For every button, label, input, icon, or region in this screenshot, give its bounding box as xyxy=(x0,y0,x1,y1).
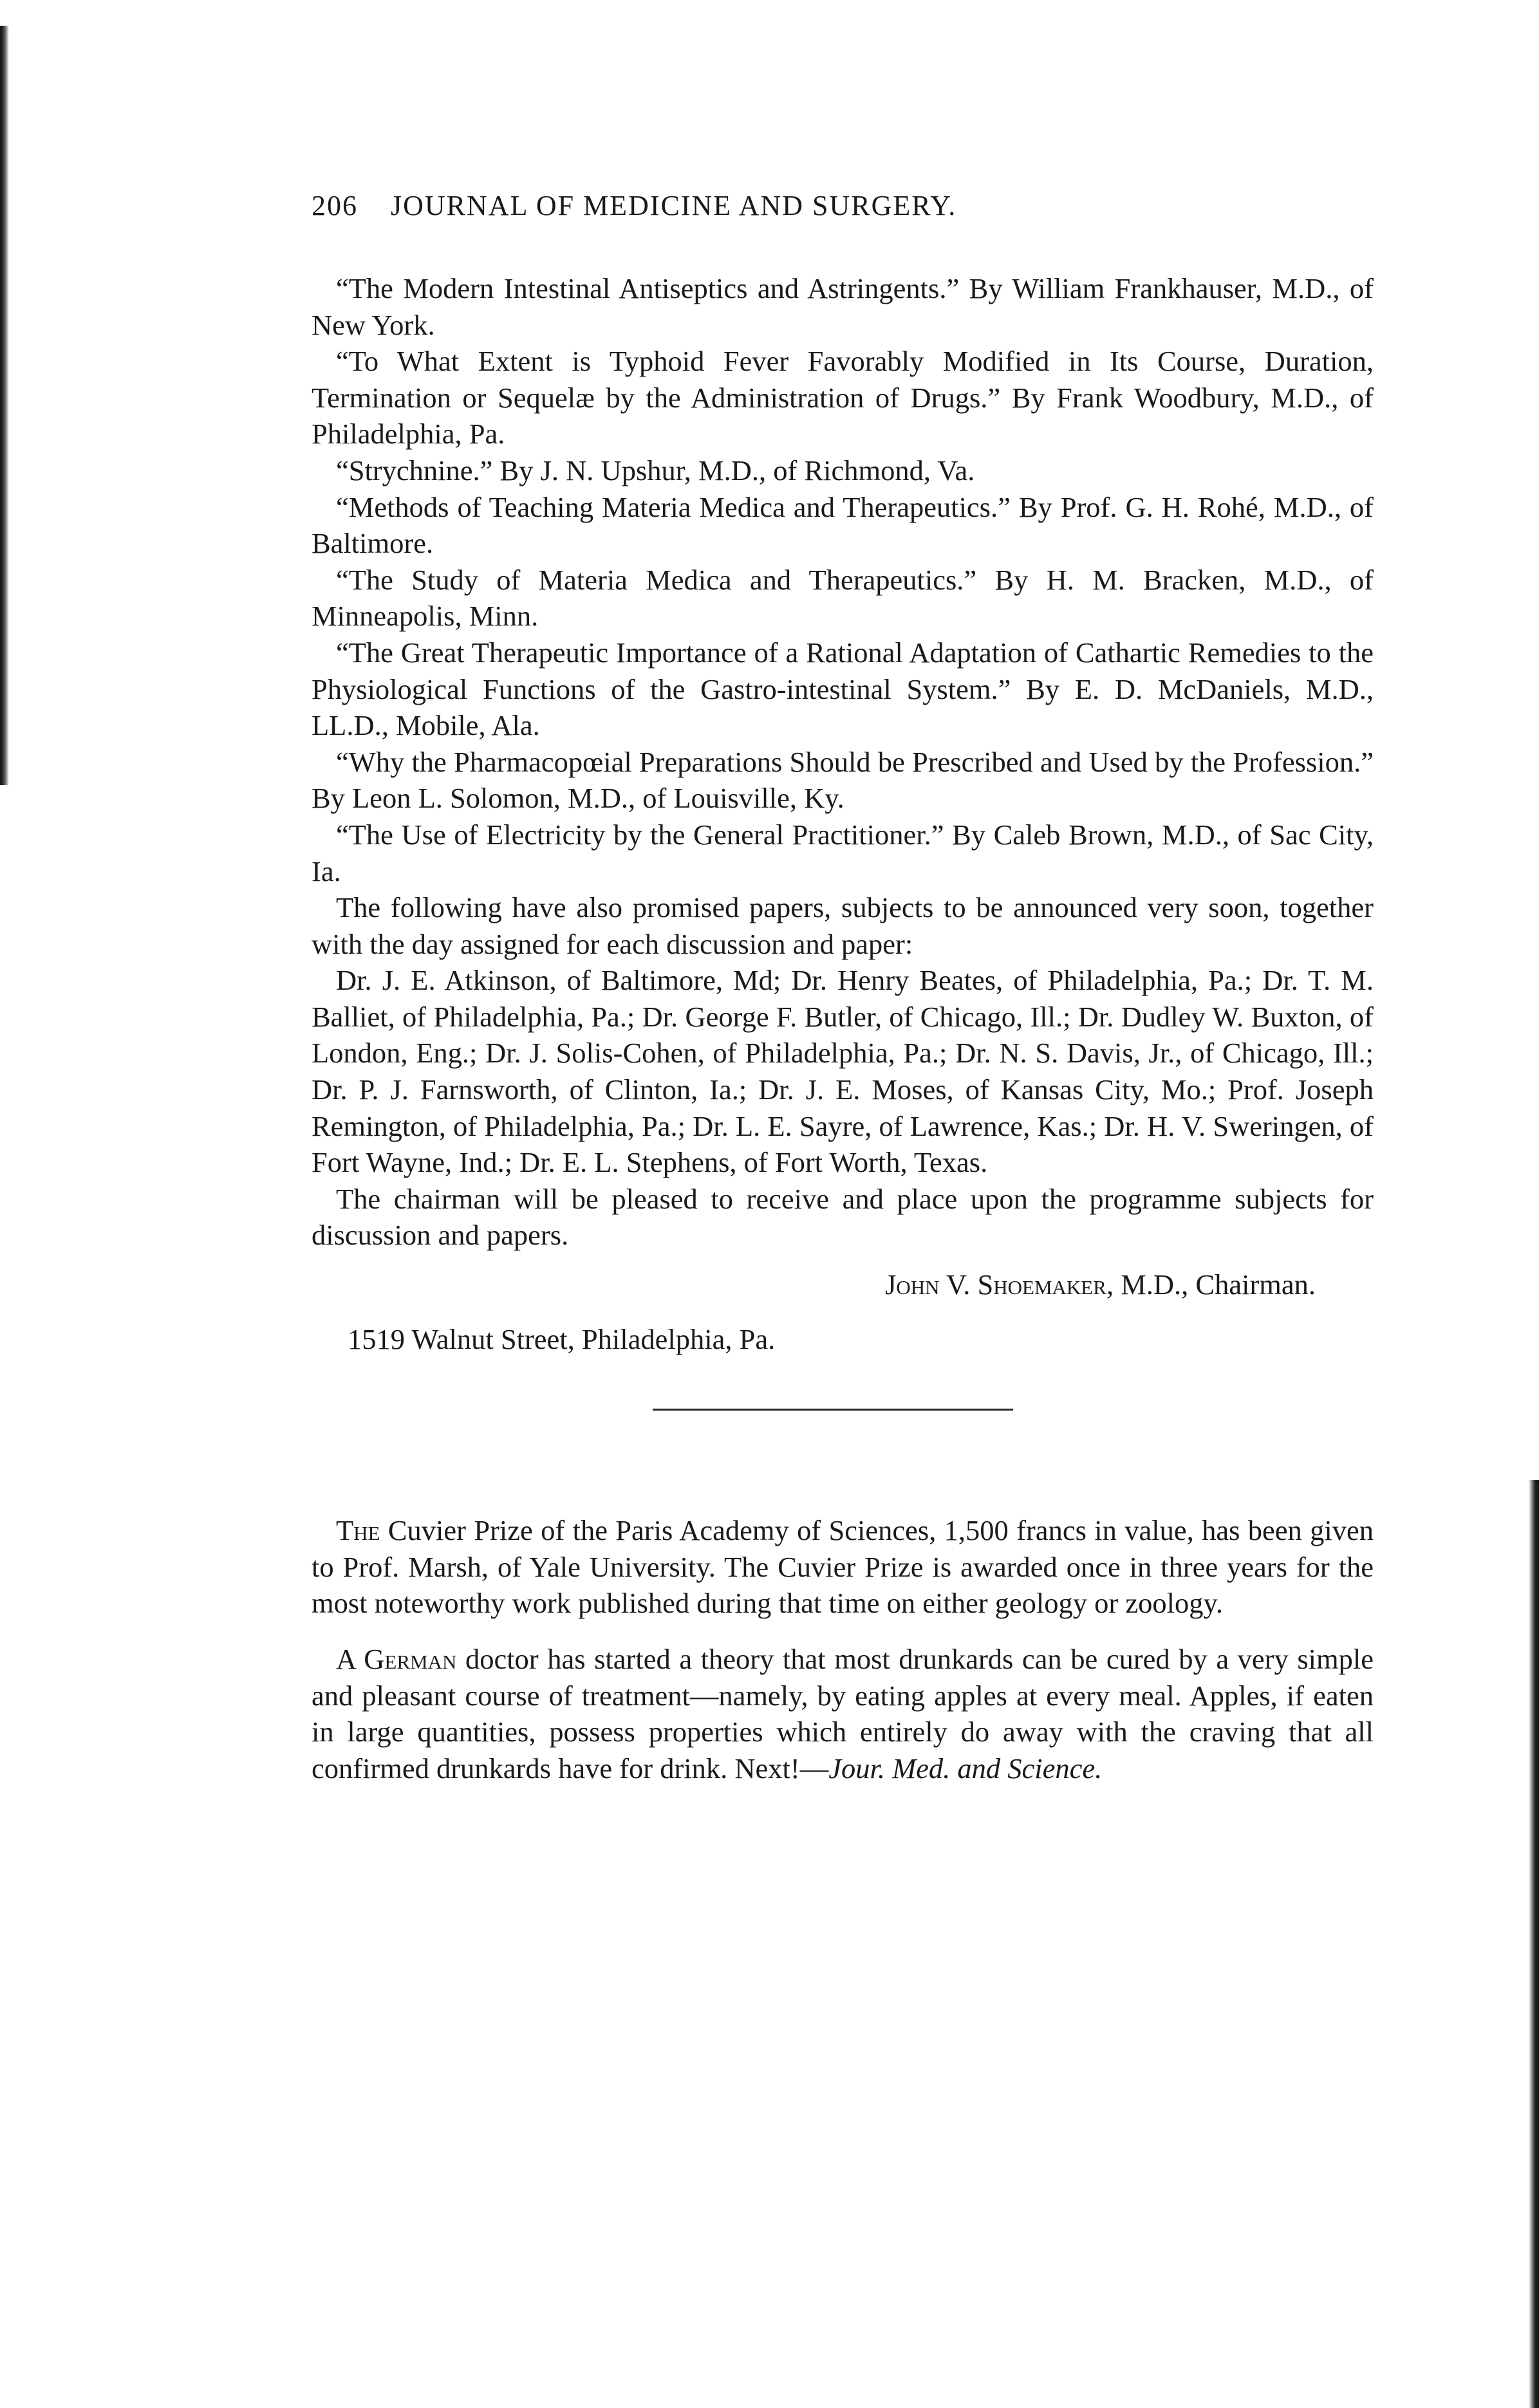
running-header xyxy=(312,189,1367,222)
cuvier-prize-paragraph xyxy=(312,1512,1374,1622)
paper-entry: “The Great Therapeutic Importance of a Rational Adaptation of Cathartic Remedies to the Physiological Functions of the Gastro-intestinal System.” By E. D. McDaniels, M.D., LL.D., Mobile, Ala. xyxy=(312,636,1374,742)
chairman-address: 1519 Walnut Street, Philadelphia, Pa. xyxy=(348,1322,776,1355)
german-lead: A German xyxy=(336,1643,457,1675)
page-number: 206 xyxy=(312,190,358,221)
chairman-signature xyxy=(312,1266,1374,1303)
paper-entry: “Strychnine.” By J. N. Upshur, M.D., of Richmond, Va. xyxy=(336,454,975,486)
paper-entry: “The Use of Electricity by the General Practitioner.” By Caleb Brown, M.D., of Sac City, Ia. xyxy=(312,818,1374,887)
cuvier-lead: The xyxy=(336,1514,380,1547)
german-doctor-paragraph xyxy=(312,1641,1374,1786)
section-divider xyxy=(653,1409,1013,1411)
promised-papers-list: Dr. J. E. Atkinson, of Baltimore, Md; Dr. Henry Beates, of Philadelphia, Pa.; Dr. T. M. Balliet, of Philadelphia, Pa.; Dr. George F. Butler, of Chicago, Ill.; Dr. Dudley W. Buxton, of London, Eng.; Dr. J. Solis-Cohen, of Philadelphia, Pa.; Dr. N. S. Davis, Jr., of Chicago, Ill.; Dr. P. J. Farnsworth, of Clinton, Ia.; Dr. J. E. Moses, of Kansas City, Mo.; Prof. Joseph Remington, of Philadelphia, Pa.; Dr. L. E. Sayre, of Lawrence, Kas.; Dr. H. V. Sweringen, of Fort Wayne, Ind.; Dr. E. L. Stephens, of Fort Worth, Texas. xyxy=(312,964,1374,1179)
page-binding-edge-left xyxy=(0,26,9,785)
german-text: doctor has started a theory that most drunkards can be cured by a very simple and pleasant course of treatment—namely, by eating apples at every meal. Apples, if eaten in large quantities, possess properties which entirely do away with the craving that all confirmed drunkards have for drink. Next!— xyxy=(312,1643,1374,1784)
paper-entry: “To What Extent is Typhoid Fever Favorably Modified in Its Course, Duration, Termination or Sequelæ by the Administration of Drugs.” By Frank Woodbury, M.D., of Philadelphia, Pa. xyxy=(312,345,1374,450)
signature-title: , M.D., Chairman. xyxy=(1106,1268,1316,1301)
paper-entry: “The Modern Intestinal Antiseptics and Astringents.” By William Frankhauser, M.D., of New York. xyxy=(312,272,1374,341)
promised-papers-intro: The following have also promised papers, subjects to be announced very soon, together with the day assigned for each discussion and paper: xyxy=(312,891,1374,960)
signature-name: John V. Shoemaker xyxy=(885,1268,1106,1301)
journal-title: JOURNAL OF MEDICINE AND SURGERY. xyxy=(391,190,957,221)
paper-entry: “The Study of Materia Medica and Therapeutics.” By H. M. Bracken, M.D., of Minneapolis, Minn. xyxy=(312,563,1374,633)
article-body xyxy=(312,270,1374,1786)
cuvier-text: Cuvier Prize of the Paris Academy of Sciences, 1,500 francs in value, has been given to Prof. Marsh, of Yale University. The Cuvier Prize is awarded once in three years for the most noteworthy work published during that time on either geology or zoology. xyxy=(312,1514,1374,1620)
chairman-note: The chairman will be pleased to receive and place upon the programme subjects for discussion and papers. xyxy=(312,1182,1374,1252)
paper-entry: “Why the Pharmacopœial Preparations Should be Prescribed and Used by the Profession.” By Leon L. Solomon, M.D., of Louisville, Ky. xyxy=(312,745,1374,815)
paper-entry: “Methods of Teaching Materia Medica and Therapeutics.” By Prof. G. H. Rohé, M.D., of Baltimore. xyxy=(312,490,1374,560)
german-source: Jour. Med. and Science. xyxy=(828,1752,1103,1784)
page-binding-edge-right xyxy=(1529,1480,1539,2408)
